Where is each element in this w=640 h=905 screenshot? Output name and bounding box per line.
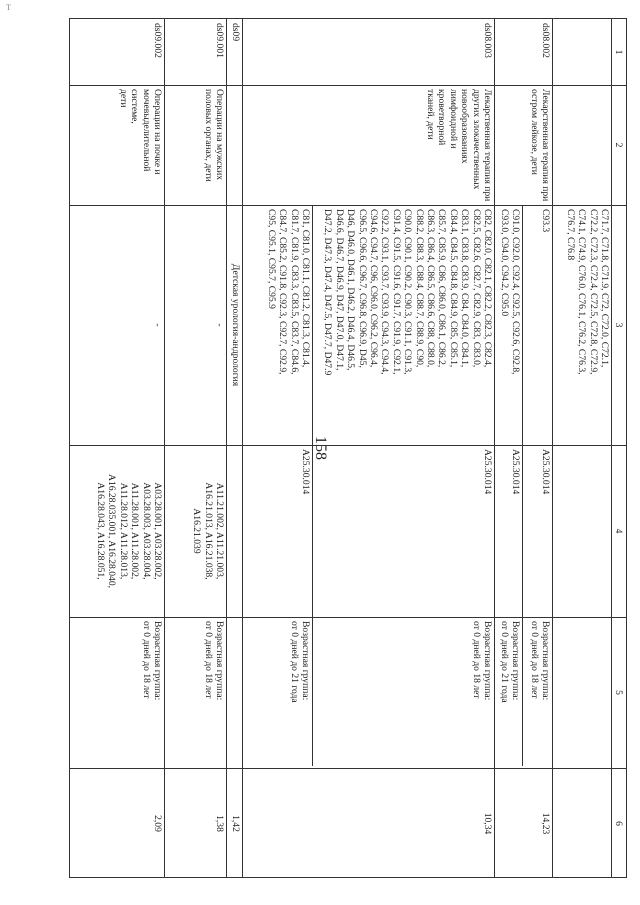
row-1-service-a: A25.30.014 — [540, 449, 551, 495]
row-5-services: A03.28.001, A03.28.002, A03.28.003, A03.28.004, A11.28.001, A11.28.002, A11.28.012, A11.28.013, A16.28.035.001, A16.28.040, A16.28.043, A16.28.051, — [94, 473, 163, 589]
row-1-diagnoses-a: C93.3 — [540, 209, 551, 233]
header-col-6: 6 — [613, 821, 624, 826]
header-col-2: 2 — [613, 142, 624, 148]
row-2-service-a: A25.30.014 — [482, 449, 493, 495]
row-4-services: A11.21.002, A11.21.003, A16.21.013, A16.21.038, A16.21.039 — [191, 482, 225, 580]
row-4-age: Возрастная группа: от 0 дней до 18 лет — [202, 621, 225, 701]
row-1-age-b: Возрастная группа: от 0 дней до 21 года — [498, 621, 521, 703]
section-title: Детская урология-андрология — [230, 263, 241, 387]
row-1-name: Лекарственная терапия при остром лейкозе, дети — [528, 89, 551, 202]
row-3-code: ds09 — [230, 23, 241, 42]
row-4-diagnoses: - — [214, 323, 225, 327]
row-1-service-b: A25.30.014 — [510, 449, 521, 495]
page-number: 158 — [312, 436, 329, 460]
row-2-diagnoses-a: C82, C82.0, C82.1, C82.2, C82.3, C82.4, C82.5, C82.6, C82.7, C82.9, C83, C83.0, C83.1, C83.8, C83.9, C84, C84.0, C84.1, C84.4, C84.5, C84.8, C84.9, C85, C85.1, C85.7, C85.9, C86, C86.0, C86.1, C86.2, C86.3, C86.4, C86.5, C86.6, C88, C88.0, C88.2, C88.3, C88.4, C88.7, C88.9, C90, C90.0, C90.1, C90.2, C90.3, C91.1, C91.3, C91.4, C91.5, C91.6, C91.7, C91.9, C92.1, C92.2, C93.1, C93.7, C93.9, C94.3, C94.4, C94.6, C94.7, C96, C96.0, C96.2, C96.4, C96.5, C96.6, C96.7, C96.8, C96.9, D45, D46, D46.0, D46.1, D46.2, D46.4, D46.5, D46.6, D46.7, D46.9, D47, D47.0, D47.1, D47.2, D47.3, D47.4, D47.5, D47.7, D47.9 — [322, 209, 493, 376]
row-4-code: ds09.001 — [214, 23, 225, 58]
rotated-table-area — [69, 18, 627, 878]
row-1-diagnoses-b: C91.0, C92.0, C92.4, C92.5, C92.6, C92.8, C93.0, C94.0, C94.2, C95.0 — [498, 209, 521, 375]
row-0-diagnoses: C71.7, C71.8, C71.9, C72, C72.0, C72.1, C72.2, C72.3, C72.4, C72.5, C72.8, C72.9, C74.1, C74.9, C76.0, C76.1, C76.2, C76.3, C76.7, C76.8 — [564, 209, 610, 375]
row-5-age: Возрастная группа: от 0 дней до 18 лет — [140, 621, 163, 701]
row-2-service-b: A25.30.014 — [300, 449, 311, 495]
row-1-code: ds08.002 — [540, 23, 551, 58]
row-5-code: ds09.002 — [152, 23, 163, 58]
header-col-3: 3 — [613, 322, 624, 328]
row-5-coefficient: 2,09 — [152, 815, 163, 832]
row-2-diagnoses-b: C81, C81.0, C81.1, C81.2, C81.3, C81.4, C81.7, C81.9, C83.3, C83.5, C83.7, C84.6, C84.7, C85.2, C91.8, C92.3, C92.7, C92.9, C95, C95.1, C95.7, C95.9 — [265, 209, 311, 375]
row-2-code: ds08.003 — [482, 23, 493, 58]
row-1-coefficient: 14,23 — [540, 812, 551, 835]
row-2-name: Лекарственная терапия при других злокачественных новообразованиях лимфоидной и кроветворной тканей, дети — [424, 89, 493, 202]
row-2-coefficient: 10,34 — [482, 812, 493, 835]
header-col-1: 1 — [613, 49, 624, 55]
corner-mark: Т — [6, 3, 11, 12]
row-5-name: Операции на почке и мочевыделительной системе, дети — [117, 89, 163, 175]
row-3-coefficient: 1,42 — [230, 815, 241, 832]
row-2-age-a: Возрастная группа: от 0 дней до 18 лет — [470, 621, 493, 701]
diagnosis-table — [69, 18, 627, 878]
row-4-coefficient: 1,38 — [214, 815, 225, 832]
row-4-name: Операции на мужских половых органах, дети — [202, 89, 225, 182]
row-5-diagnoses: - — [152, 323, 163, 327]
header-col-5: 5 — [613, 690, 624, 695]
header-col-4: 4 — [613, 528, 624, 534]
row-1-age-a: Возрастная группа: от 0 дней до 18 лет — [528, 621, 551, 701]
row-2-age-b: Возрастная группа: от 0 дней до 21 года — [288, 621, 311, 703]
